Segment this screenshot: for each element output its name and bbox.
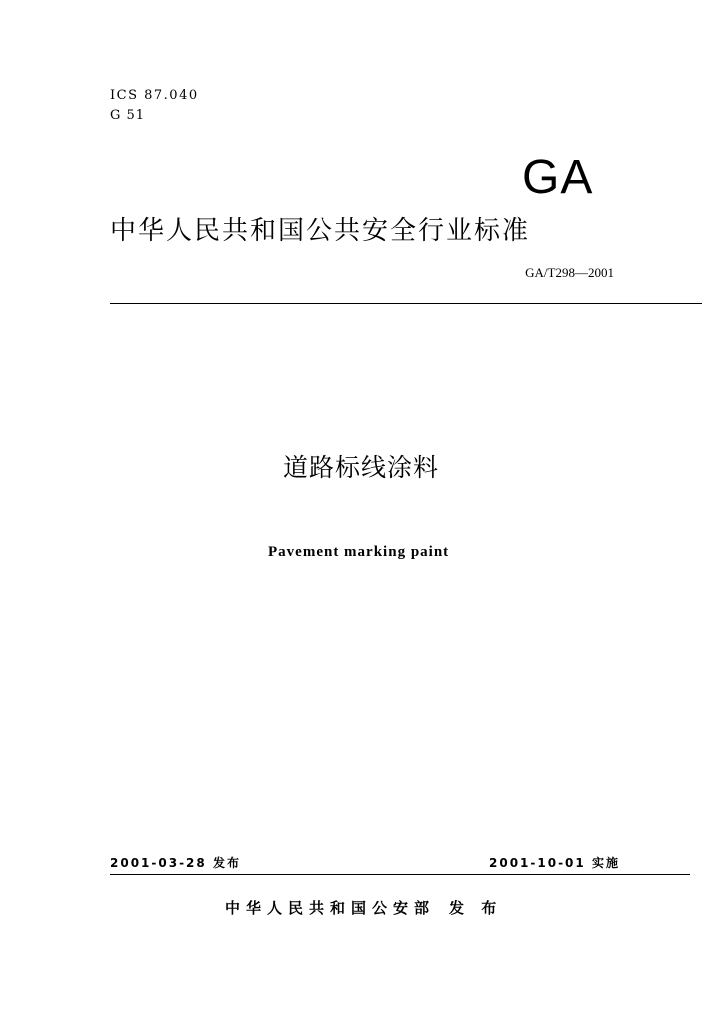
issuer-action: 发 布: [449, 899, 503, 917]
issue-label: 发布: [212, 856, 241, 870]
document-title: [0, 451, 724, 485]
header-divider: [110, 303, 702, 304]
ga-logo: GA: [522, 151, 594, 204]
implementation-label: 实施: [591, 856, 620, 870]
issuer-name: 中华人民共和国公安部: [225, 899, 436, 917]
footer-divider: [110, 874, 690, 875]
implementation-date-block: [489, 855, 620, 871]
ics-code: ICS 87.040: [110, 88, 199, 103]
document-title-text: 道路标线涂料: [282, 453, 439, 482]
standard-number: GA/T298—2001: [525, 265, 614, 280]
ccs-code: G 51: [110, 108, 146, 123]
issue-date-block: [110, 855, 241, 871]
issuer-line: [225, 898, 502, 918]
document-subtitle: Pavement marking paint: [268, 544, 450, 560]
issue-date: 2001-03-28: [110, 856, 207, 870]
standard-category-title: 中华人民共和国公共安全行业标准: [110, 216, 531, 246]
implementation-date: 2001-10-01: [489, 856, 586, 870]
